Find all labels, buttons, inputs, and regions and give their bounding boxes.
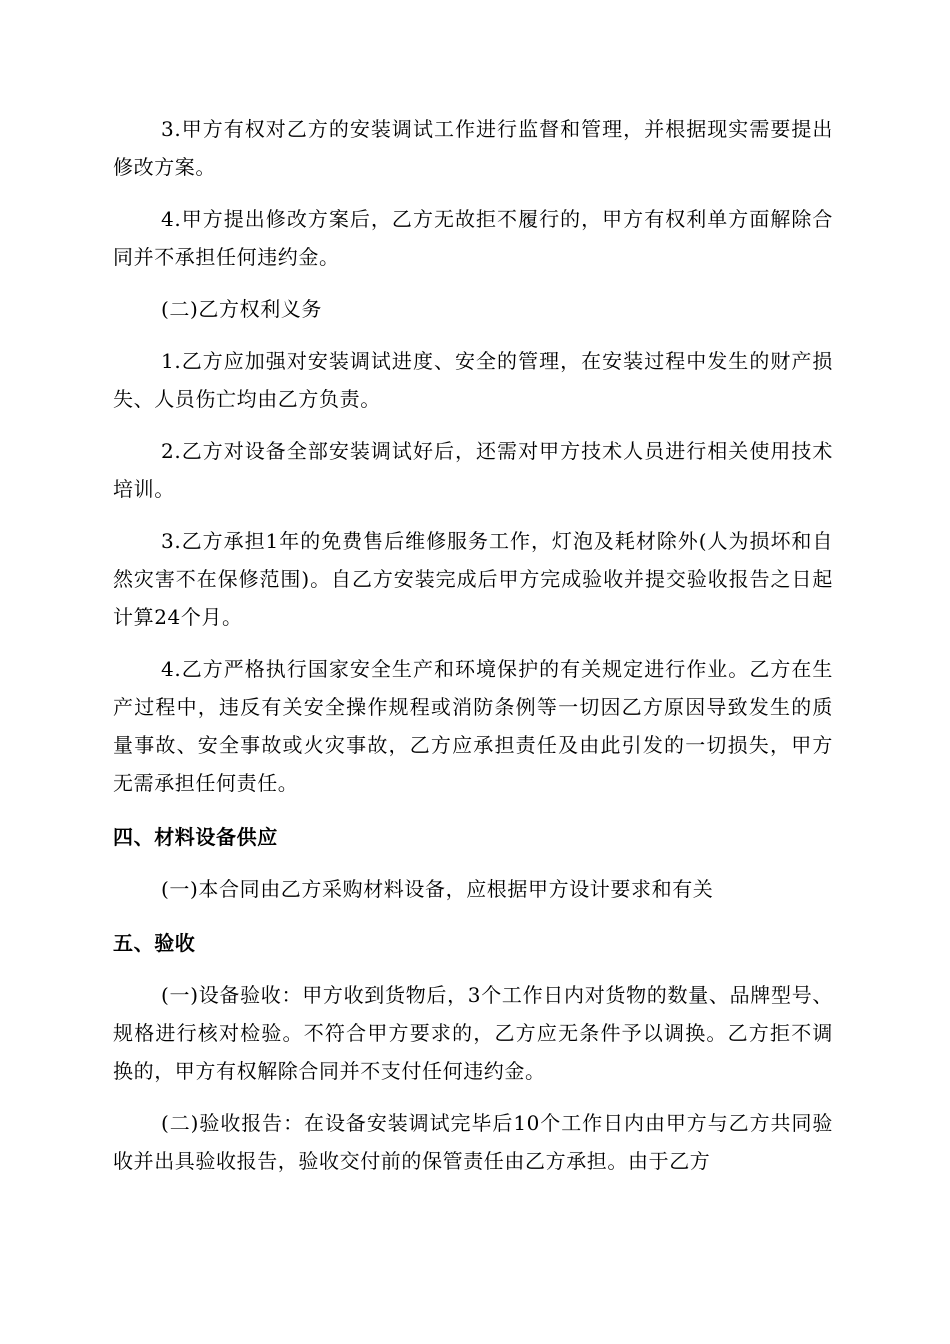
clause-materials-1: (一)本合同由乙方采购材料设备，应根据甲方设计要求和有关 — [161, 877, 714, 901]
clause-jia-4: 4.甲方提出修改方案后，乙方无故拒不履行的，甲方有权利单方面解除合同并不承担任何违约金。 — [113, 207, 833, 269]
section-heading-acceptance: 五、验收 — [113, 931, 196, 955]
clause-jia-3: 3.甲方有权对乙方的安装调试工作进行监督和管理，并根据现实需要提出修改方案。 — [113, 117, 833, 179]
clause-yi-3: 3.乙方承担1年的免费售后维修服务工作，灯泡及耗材除外(人为损坏和自然灾害不在保修范围)。自乙方安装完成后甲方完成验收并提交验收报告之日起计算24个月。 — [113, 529, 833, 629]
clause-acceptance-1: (一)设备验收：甲方收到货物后，3个工作日内对货物的数量、品牌型号、规格进行核对检验。不符合甲方要求的，乙方应无条件予以调换。乙方拒不调换的，甲方有权解除合同并不支付任何违约金。 — [113, 983, 833, 1083]
section-heading-materials: 四、材料设备供应 — [113, 825, 278, 849]
clause-acceptance-2: (二)验收报告：在设备安装调试完毕后10个工作日内由甲方与乙方共同验收并出具验收报告，验收交付前的保管责任由乙方承担。由于乙方 — [113, 1111, 833, 1173]
clause-yi-4: 4.乙方严格执行国家安全生产和环境保护的有关规定进行作业。乙方在生产过程中，违反有关安全操作规程或消防条例等一切因乙方原因导致发生的质量事故、安全事故或火灾事故，乙方应承担责任及由此引发的一切损失，甲方无需承担任何责任。 — [113, 657, 833, 795]
subsection-yi-rights: (二)乙方权利义务 — [161, 297, 323, 321]
document-body — [113, 110, 833, 1180]
clause-yi-1: 1.乙方应加强对安装调试进度、安全的管理，在安装过程中发生的财产损失、人员伤亡均由乙方负责。 — [113, 349, 833, 411]
clause-yi-2: 2.乙方对设备全部安装调试好后，还需对甲方技术人员进行相关使用技术培训。 — [113, 439, 833, 501]
